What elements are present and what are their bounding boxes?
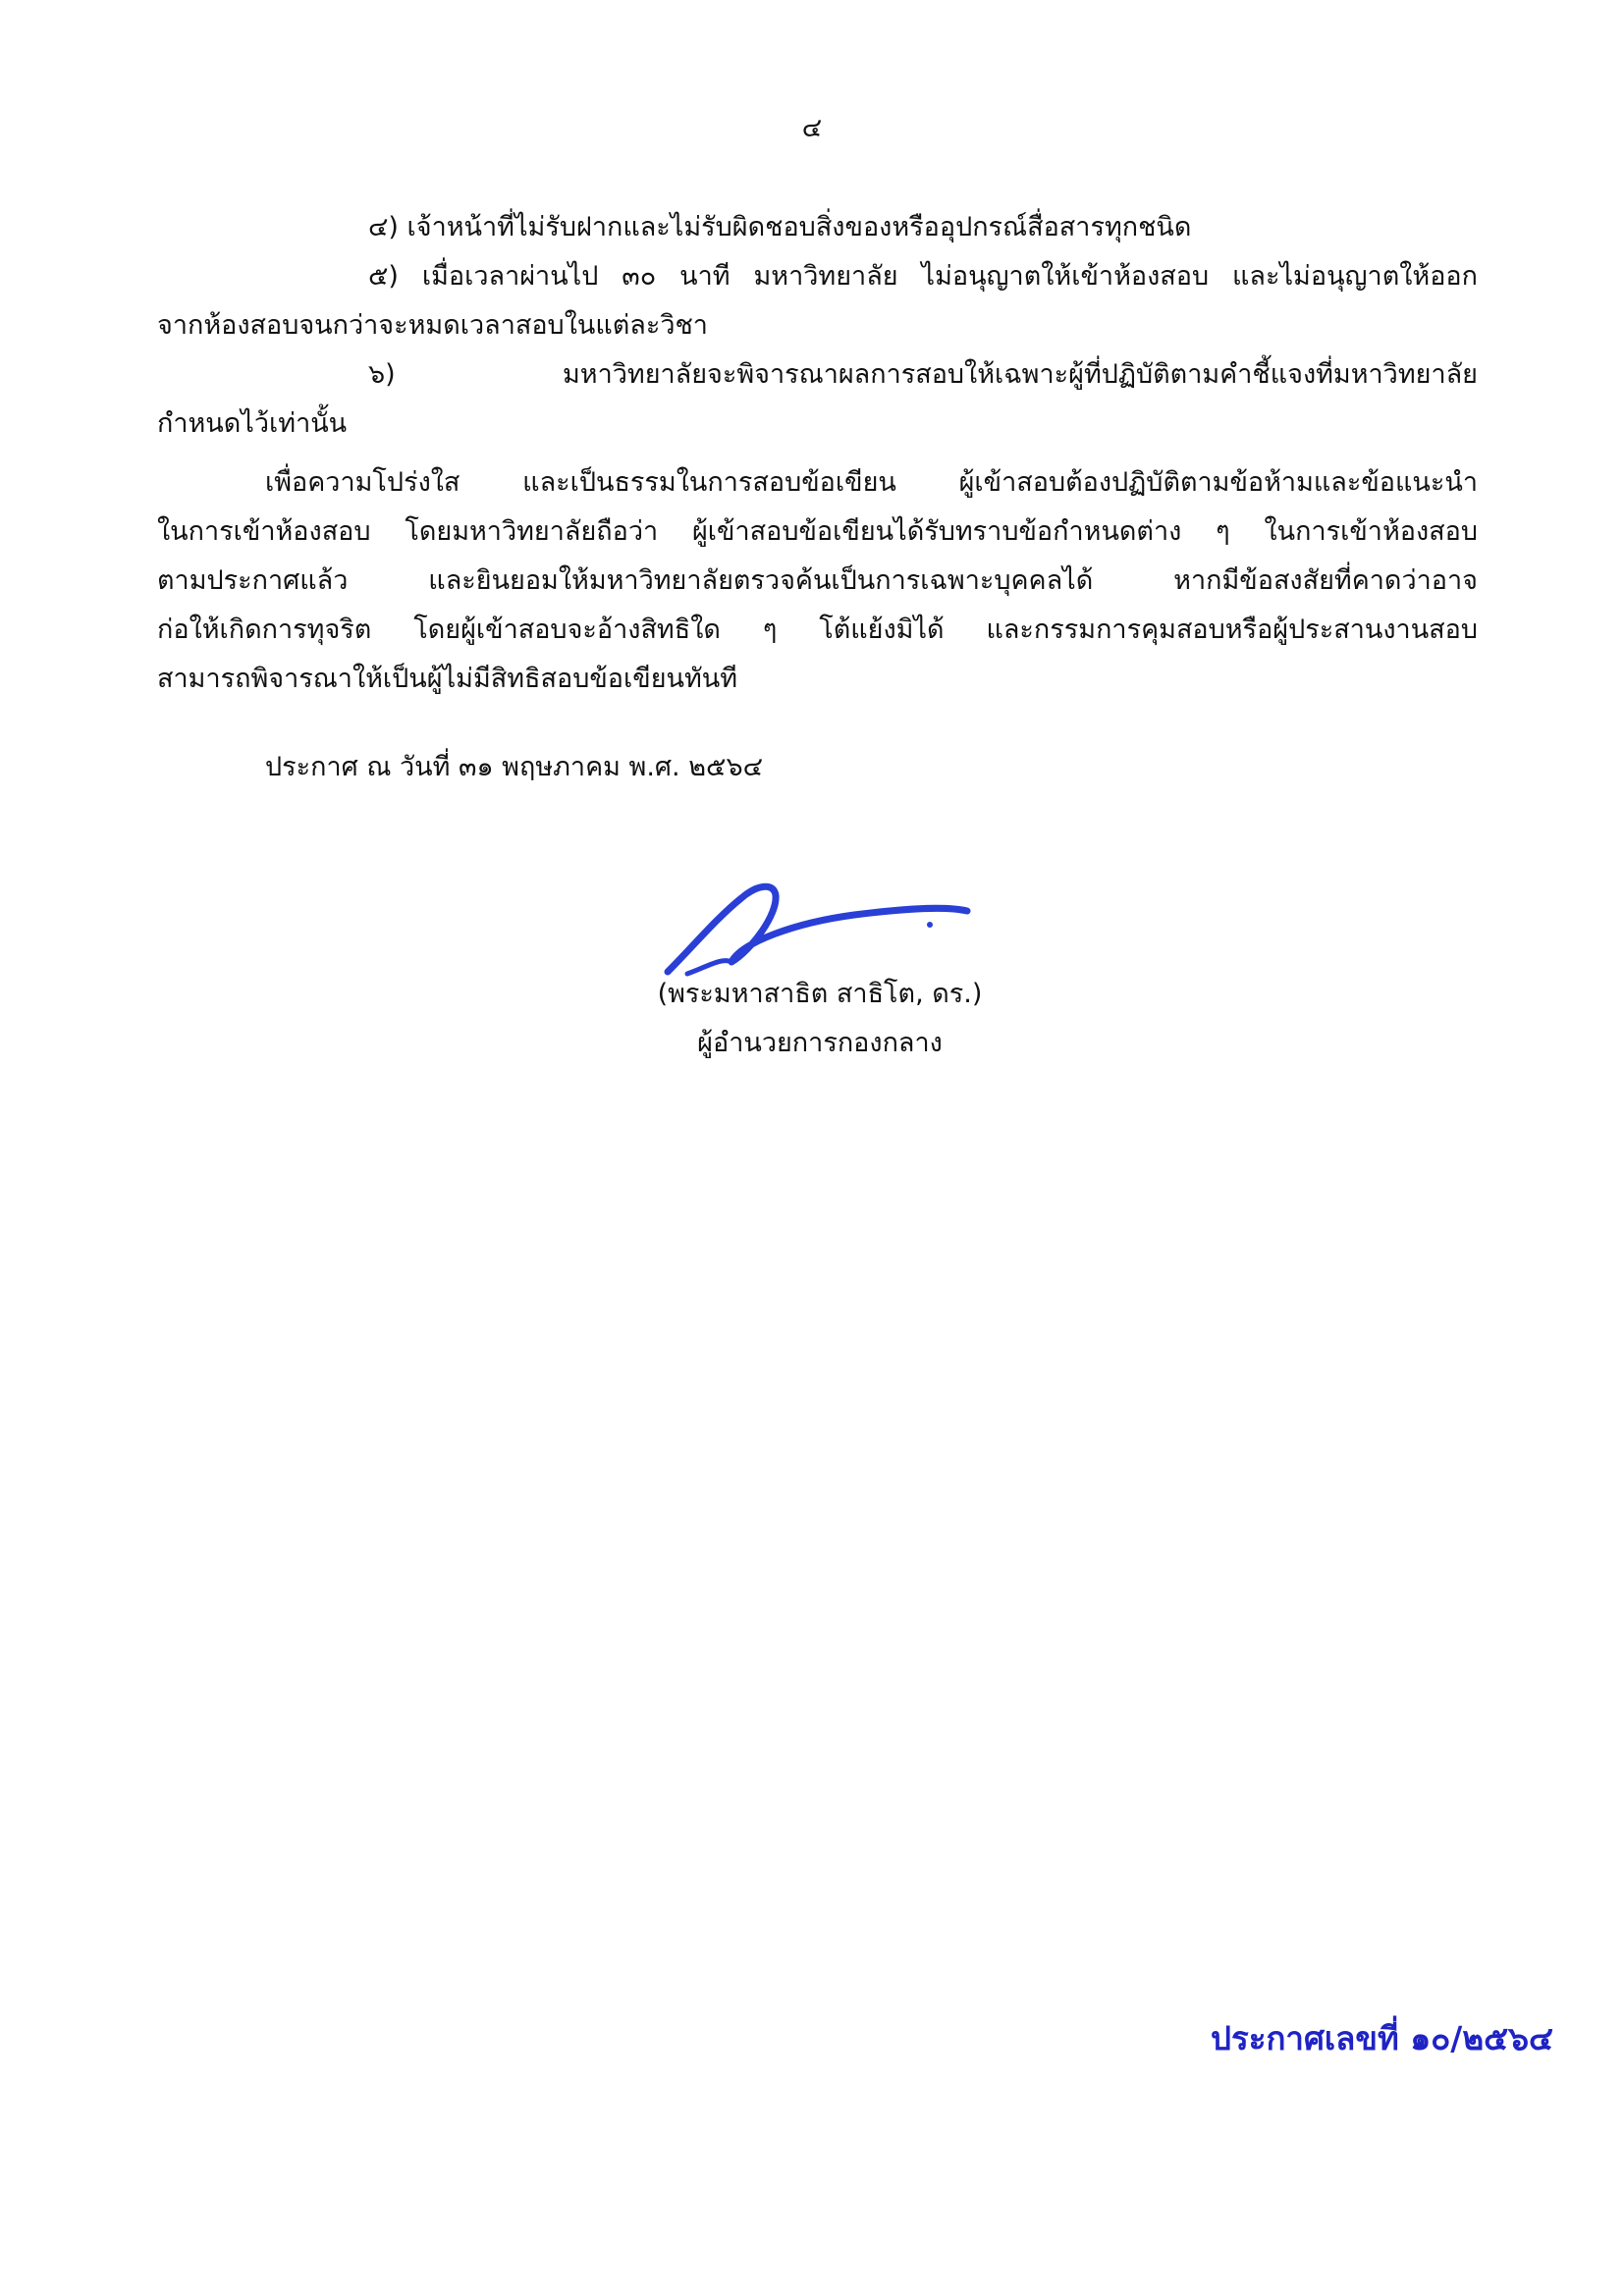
paragraph-line-5: สามารถพิจารณาให้เป็นผู้ไม่มีสิทธิสอบข้อเขียนทันที — [157, 664, 738, 694]
list-item-6-line-2: กำหนดไว้เท่านั้น — [157, 408, 348, 439]
paragraph-line-2: ในการเข้าห้องสอบ โดยมหาวิทยาลัยถือว่า ผู้เข้าสอบข้อเขียนได้รับทราบข้อกำหนดต่าง ๆ ในการเข้าห้องสอบ — [157, 516, 1478, 547]
document-number: ประกาศเลขที่ ๑๐/๒๕๖๔ — [1211, 2019, 1553, 2057]
list-item-6-line-1: ๖) มหาวิทยาลัยจะพิจารณาผลการสอบให้เฉพาะผู้ที่ปฏิบัติตามคำชี้แจงที่มหาวิทยาลัย — [368, 359, 1478, 390]
signature-stroke — [668, 886, 967, 972]
signatory-name: (พระมหาสาธิต สาธิโต, ดร.) — [657, 979, 983, 1009]
paragraph-line-1: เพื่อความโปร่งใส และเป็นธรรมในการสอบข้อเขียน ผู้เข้าสอบต้องปฏิบัติตามข้อห้ามและข้อแนะนำ — [265, 467, 1478, 498]
list-item-5-line-2: จากห้องสอบจนกว่าจะหมดเวลาสอบในแต่ละวิชา — [157, 310, 708, 341]
list-item-4: ๔) เจ้าหน้าที่ไม่รับฝากและไม่รับผิดชอบสิ่งของหรืออุปกรณ์สื่อสารทุกชนิด — [368, 212, 1192, 242]
announce-date: ประกาศ ณ วันที่ ๓๑ พฤษภาคม พ.ศ. ๒๕๖๔ — [265, 752, 764, 782]
paragraph-line-3: ตามประกาศแล้ว และยินยอมให้มหาวิทยาลัยตรวจค้นเป็นการเฉพาะบุคคลได้ หากมีข้อสงสัยที่คาดว่าอาจ — [157, 565, 1478, 596]
paragraph-line-4: ก่อให้เกิดการทุจริต โดยผู้เข้าสอบจะอ้างสิทธิใด ๆ โต้แย้งมิได้ และกรรมการคุมสอบหรือผู้ประสานงานสอบ — [157, 614, 1478, 645]
page-number: ๔ — [801, 113, 823, 143]
signatory-title: ผู้อำนวยการกองกลาง — [697, 1028, 943, 1058]
signature-dot — [927, 922, 933, 928]
list-item-5-line-1: ๕) เมื่อเวลาผ่านไป ๓๐ นาที มหาวิทยาลัย ไม่อนุญาตให้เข้าห้องสอบ และไม่อนุญาตให้ออก — [368, 261, 1478, 292]
